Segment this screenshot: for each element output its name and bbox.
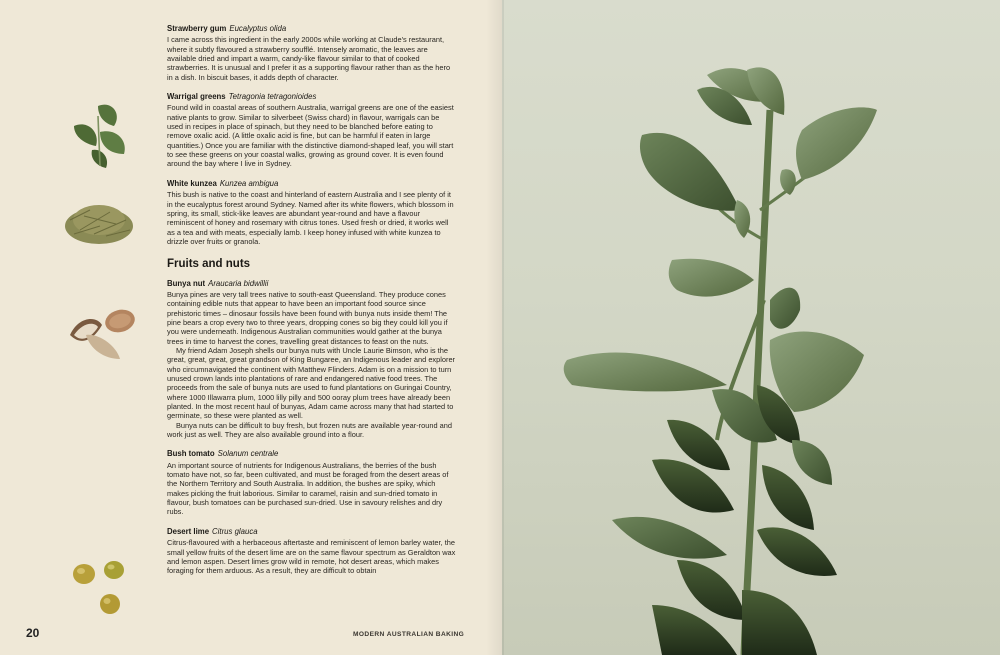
entry-paragraph: Citrus-flavoured with a herbaceous aftertaste and reminiscent of lemon barley water, the small yellow fruits of the desert lime are on the same flavour spectrum as Geraldton wax and lemon aspen. Desert limes grow wild in remote, hot desert areas, which makes foraging for them arduous. As a result, they are difficult to obtain [167,538,456,576]
entry-name: Desert lime [167,526,210,536]
entry-latin-name: Araucaria bidwillii [208,278,269,288]
entry-desert-lime [167,527,457,576]
warrigal-greens-icon [62,96,134,174]
bunya-nut-icon [64,305,140,363]
entry-white-kunzea [167,179,457,246]
warrigal-plant-illustration [502,0,1000,655]
entry-name: Bush tomato [167,449,215,459]
section-heading: Fruits and nuts [167,258,251,271]
text-column [167,24,457,586]
entry-paragraph: My friend Adam Joseph shells our bunya nuts with Uncle Laurie Bimson, who is the great, great, great, great grandson of King Bungaree, an Indigenous leader and explorer who circumnavigated the continent with Matthew Flinders. Adam is on a mission to turn unused crown lands into plantations of rare and endangered native food trees. The proceeds from the sale of bunya nuts are used to fund plantations on Guringai Country, where 1000 Illawarra plum, 1000 lilly pilly and 500 ooray plum trees have already been planted. In the most recent haul of bunyas, Adam came across many that had started to germinate, so these were planted as well. [167,345,456,421]
entry-warrigal-greens [167,92,457,169]
plant-photograph [502,0,1000,655]
entry-paragraph: I came across this ingredient in the early 2000s while working at Claude's restaurant, where it subtly flavoured a strawberry soufflé. Intensely aromatic, the leaves are available dried and impart a warm, candy-like flavour similar to that of cooked strawberries. It is unusual and I prefer it as a supporting flavour rather than as the hero in a dish. In biscuit bases, it adds depth of character. [167,35,451,82]
entry-strawberry-gum [167,24,457,82]
entry-latin-name: Solanum centrale [217,449,279,459]
entry-bunya-nut [167,279,457,440]
desert-lime-icon [66,556,132,622]
entry-latin-name: Citrus glauca [212,526,258,536]
entry-title [167,527,457,536]
entry-title [167,24,457,33]
entry-latin-name: Eucalyptus olida [229,24,287,33]
entry-latin-name: Tetragonia tetragonioides [228,92,317,102]
entry-latin-name: Kunzea ambigua [219,178,279,188]
entry-paragraph: Bunya nuts can be difficult to buy fresh, but frozen nuts are available year-round and work just as well. They are also available ground into a flour. [167,420,452,440]
entry-title [167,92,457,101]
entry-title [167,449,457,458]
entry-title [167,279,457,288]
entry-name: Warrigal greens [167,92,226,102]
entry-paragraph: Found wild in coastal areas of southern Australia, warrigal greens are one of the easiest native plants to grow. Similar to silverbeet (Swiss chard) in flavour, warrigals can be used in recipes in place of spinach, but they need to be blanched before eating to remove oxalic acid. (A little oxalic acid is fine, but can be harmful if eaten in large quantities.) Once you are familiar with the distinctive diamond-shaped leaf, you will start to see these greens on your coastal walks, growing as ground cover. It is even found around the bay where I live in Sydney. [167,103,454,169]
entry-paragraph: Bunya pines are very tall trees native to south-east Queensland. They produce cones containing edible nuts that appear to have been an important food source since prehistoric times – dinosaur fossils have been found with bunya nuts inside them! The pine bears a crop every two to three years, dropping cones so big they could kill you if you were underneath. Indigenous Australian communities would gather at the bunya trees in time to harvest the cones, travelling great distances to feast on the nuts. [167,289,448,346]
entry-title [167,179,457,188]
entry-paragraph: An important source of nutrients for Indigenous Australians, the berries of the bush tomato have not, so far, been cultivated, and must be foraged from the desert areas of the Northern Territory and South Australia. In addition, the bushes are spiky, which makes picking the fruit laborious. Similar to caramel, raisin and sun-dried tomato in flavour, bush tomatoes can be purchased sun-dried. Use in savoury relishes and dry rubs. [167,460,449,517]
entry-paragraph: This bush is native to the coast and hinterland of eastern Australia and I see plenty of it in the eucalyptus forest around Sydney. Named after its white flowers, which blossom in spring, its small, stick-like leaves are abundant year-round and have a flavour reminiscent of honey and rosemary with citrus tones. Used fresh or dried, it works well as a tea and with meats, especially lamb. I keep honey infused with white kunzea to drizzle over fruits or granola. [167,190,454,246]
entry-name: Bunya nut [167,278,206,288]
page-number: 20 [26,626,40,640]
gutter-shadow [486,0,504,655]
running-head: MODERN AUSTRALIAN BAKING [353,631,465,638]
entry-name: White kunzea [167,178,217,188]
entry-bush-tomato [167,449,457,516]
white-kunzea-icon [60,190,138,252]
entry-name: Strawberry gum [167,24,227,33]
